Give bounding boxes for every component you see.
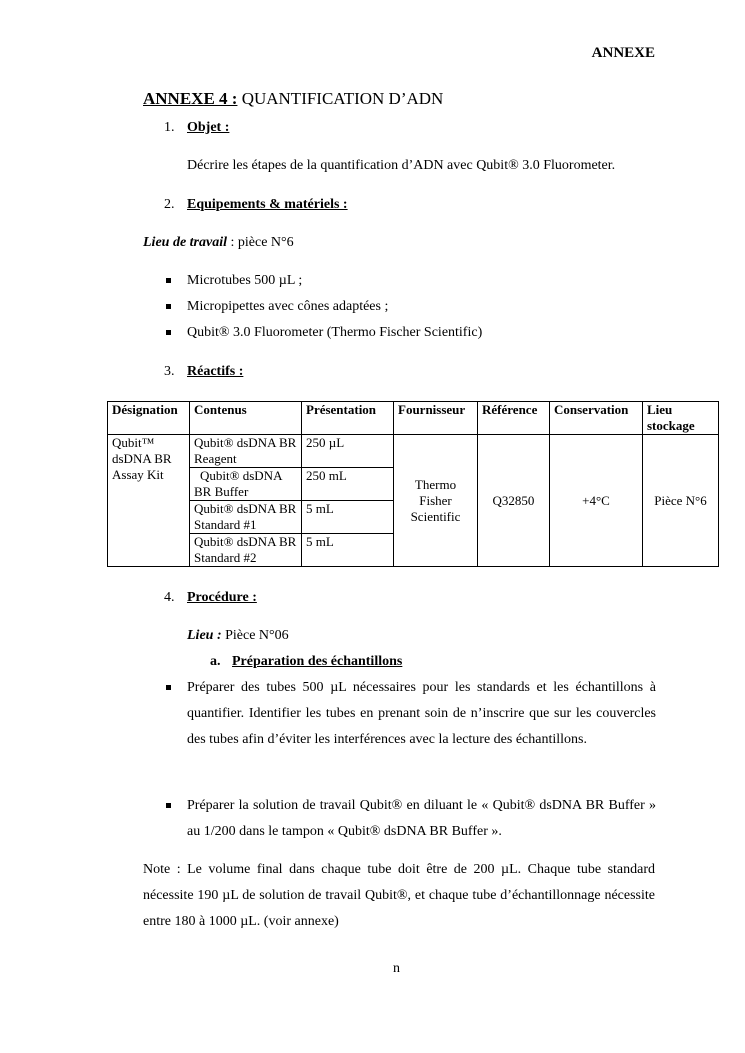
column-header: Référence [478,402,550,435]
objet-text: Décrire les étapes de la quantification d’ADN avec Qubit® 3.0 Fluorometer. [187,158,616,173]
section-procedure-heading [164,590,257,606]
list-item-text: Micropipettes avec cônes adaptées ; [187,299,389,314]
section-label: Equipements & matériels : [187,197,348,212]
section-label: Procédure : [187,590,257,605]
column-header: Désignation [108,402,190,435]
presentation-cell: 5 mL [302,534,394,567]
title-prefix: ANNEXE 4 : [143,89,238,108]
bullet-square-icon [166,304,171,309]
contenu-cell: Qubit® dsDNA BR Standard #1 [190,501,302,534]
section-equipements-heading [164,197,348,213]
lieu-de-travail-label: Lieu de travail [143,235,227,250]
list-item [165,297,482,323]
procedure-lieu [187,628,289,644]
procedure-bullet-text: Préparer des tubes 500 µL nécessaires pour les standards et les échantillons à quantifier. Identifier les tubes en prenant soin de n’inscrire que sur les couvercles des tubes afin d’éviter les interférences avec la lecture des échantillons. [187,680,656,747]
equipment-list [165,271,482,349]
conservation-cell: +4°C [550,435,643,567]
procedure-lieu-value: Pièce N°06 [221,628,289,643]
column-header: Présentation [302,402,394,435]
table-row [108,435,719,468]
list-item [165,271,482,297]
subsection-letter: a. [210,654,221,669]
page-number: n [393,961,400,976]
section-number: 1. [164,120,175,135]
note-paragraph: Note : Le volume final dans chaque tube doit être de 200 µL. Chaque tube standard nécessite 190 µL de solution de travail Qubit®, et chaque tube d’échantillonnage nécessite entre 180 à 1000 µL. (voir annexe) [143,862,655,929]
column-header: Contenus [190,402,302,435]
bullet-square-icon [166,330,171,335]
column-header: Conservation [550,402,643,435]
procedure-lieu-label: Lieu : [187,628,222,643]
procedure-bullet-2 [165,793,656,845]
section-number: 2. [164,197,175,212]
page-title [143,89,443,109]
contenu-cell: Qubit® dsDNA BR Buffer [190,468,302,501]
lieu-stockage-cell: Pièce N°6 [643,435,719,567]
presentation-cell: 5 mL [302,501,394,534]
subsection-label: Préparation des échantillons [232,654,403,669]
section-number: 4. [164,590,175,605]
section-reactifs-heading [164,364,243,380]
section-objet-heading [164,120,229,136]
bullet-square-icon [166,278,171,283]
running-header: ANNEXE [591,45,655,61]
column-header: Lieu stockage [643,402,719,435]
lieu-de-travail-value: : pièce N°6 [227,235,294,250]
reactifs-table [107,401,719,567]
list-item [165,323,482,349]
bullet-square-icon [166,803,171,808]
subsection-preparation [210,654,402,670]
section-label: Réactifs : [187,364,244,379]
presentation-cell: 250 µL [302,435,394,468]
procedure-bullet-1 [165,675,656,753]
presentation-cell: 250 mL [302,468,394,501]
section-label: Objet : [187,120,230,135]
column-header: Fournisseur [394,402,478,435]
designation-cell: Qubit™ dsDNA BR Assay Kit [108,435,190,567]
list-item-text: Qubit® 3.0 Fluorometer (Thermo Fischer Scientific) [187,325,483,340]
fournisseur-cell: Thermo Fisher Scientific [394,435,478,567]
contenu-cell: Qubit® dsDNA BR Standard #2 [190,534,302,567]
bullet-square-icon [166,685,171,690]
list-item-text: Microtubes 500 µL ; [187,273,303,288]
procedure-bullet-text: Préparer la solution de travail Qubit® en diluant le « Qubit® dsDNA BR Buffer » au 1/200 dans le tampon « Qubit® dsDNA BR Buffer ». [187,798,656,839]
lieu-de-travail [143,235,294,251]
contenu-cell: Qubit® dsDNA BR Reagent [190,435,302,468]
title-text: QUANTIFICATION D’ADN [237,89,444,108]
reference-cell: Q32850 [478,435,550,567]
section-number: 3. [164,364,175,379]
table-header-row [108,402,719,435]
